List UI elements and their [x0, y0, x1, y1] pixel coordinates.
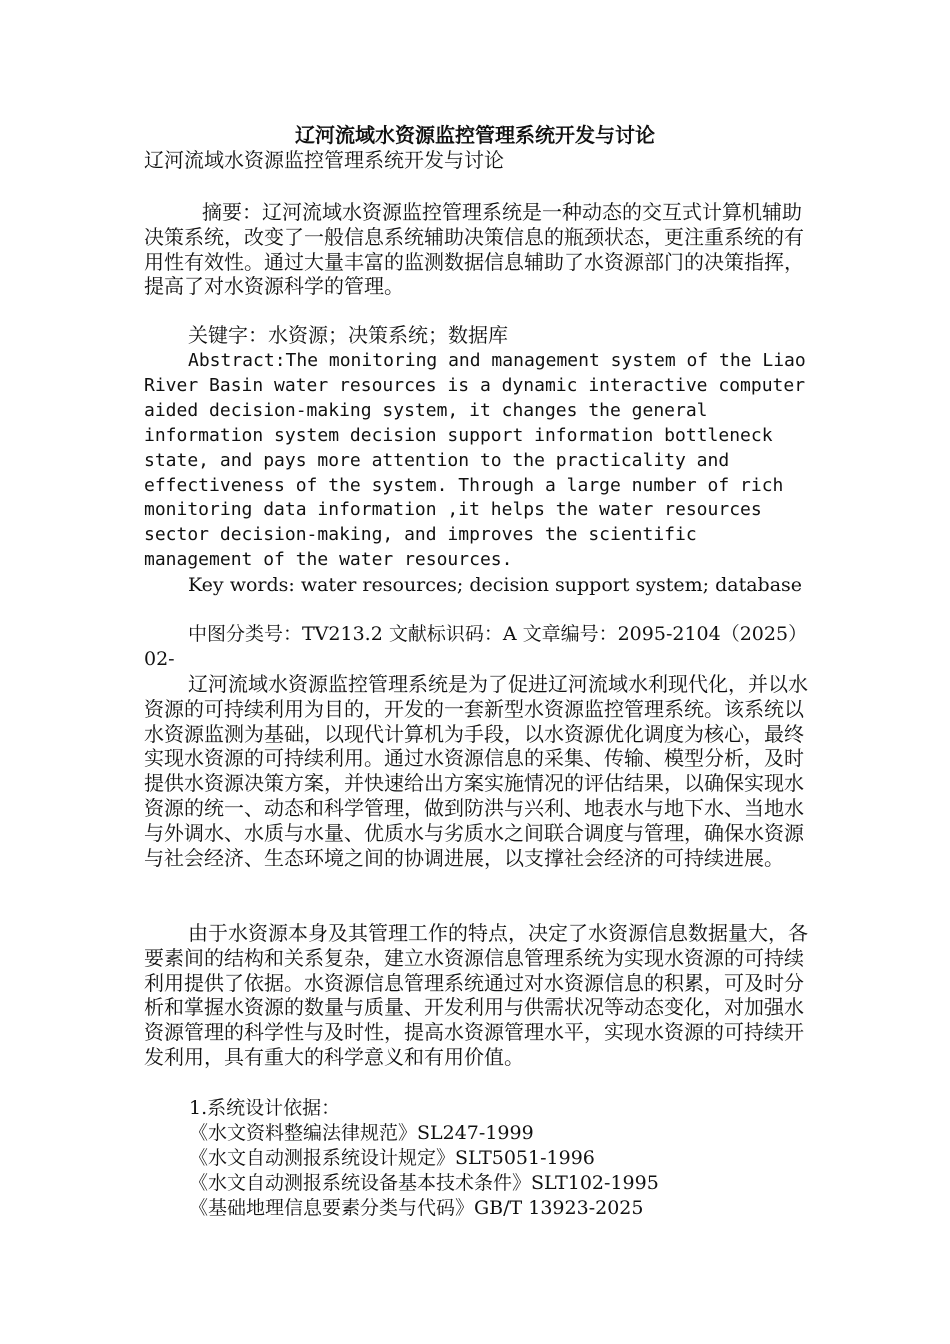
reference-item: 《基础地理信息要素分类与代码》GB/T 13923-2025: [189, 1197, 644, 1219]
classification-line: 中图分类号：TV213.2 文献标识码：A 文章编号：2095-2104（2025）02-: [144, 623, 808, 670]
page-title: 辽河流域水资源监控管理系统开发与讨论: [295, 123, 655, 147]
reference-item: 《水文自动测报系统设备基本技术条件》SLT102-1995: [189, 1172, 659, 1194]
body-paragraph-2: 由于水资源本身及其管理工作的特点，决定了水资源信息数据量大，各要素间的结构和关系复杂，建立水资源信息管理系统为实现水资源的可持续利用提供了依据。水资源信息管理系统通过对水资源信息的积累，可及时分析和掌握水资源的数量与质量、开发利用与供需状况等动态变化，对加强水资源管理的科学性与及时性，提高水资源管理水平，实现水资源的可持续开发利用，具有重大的科学意义和有用价值。: [144, 921, 808, 1069]
abstract-chinese: 摘要：辽河流域水资源监控管理系统是一种动态的交互式计算机辅助决策系统，改变了一般信息系统辅助决策信息的瓶颈状态，更注重系统的有用性有效性。通过大量丰富的监测数据信息辅助了水资源部门的决策指挥，提高了对水资源科学的管理。: [144, 200, 804, 299]
abstract-english: Abstract:The monitoring and management system of the Liao River Basin water resources is a dynamic interactive computer aided decision-making system, it changes the general information system decision support information bottleneck state, and pays more attention to the practicality and effectiveness of the system. Through a large number of rich monitoring data information ,it helps the water resources sector decision-making, and improves the scientific management of the water resources.: [144, 350, 806, 571]
keywords-english: Key words: water resources; decision support system; database: [188, 574, 803, 596]
body-paragraph-1: 辽河流域水资源监控管理系统是为了促进辽河流域水利现代化，并以水资源的可持续利用为目的，开发的一套新型水资源监控管理系统。该系统以水资源监测为基础，以现代计算机为手段，以水资源优化调度为核心，最终实现水资源的可持续利用。通过水资源信息的采集、传输、模型分析，及时提供水资源决策方案，并快速给出方案实施情况的评估结果，以确保实现水资源的统一、动态和科学管理，做到防洪与兴利、地表水与地下水、当地水与外调水、水质与水量、优质水与劣质水之间联合调度与管理，确保水资源与社会经济、生态环境之间的协调进展，以支撑社会经济的可持续进展。: [144, 672, 808, 870]
reference-item: 《水文资料整编法律规范》SL247-1999: [189, 1122, 534, 1144]
section-heading: 1.系统设计依据：: [189, 1097, 341, 1119]
document-subtitle: 辽河流域水资源监控管理系统开发与讨论: [144, 148, 504, 172]
keywords-chinese: 关键字：水资源；决策系统；数据库: [188, 323, 508, 347]
reference-item: 《水文自动测报系统设计规定》SLT5051-1996: [189, 1147, 595, 1169]
